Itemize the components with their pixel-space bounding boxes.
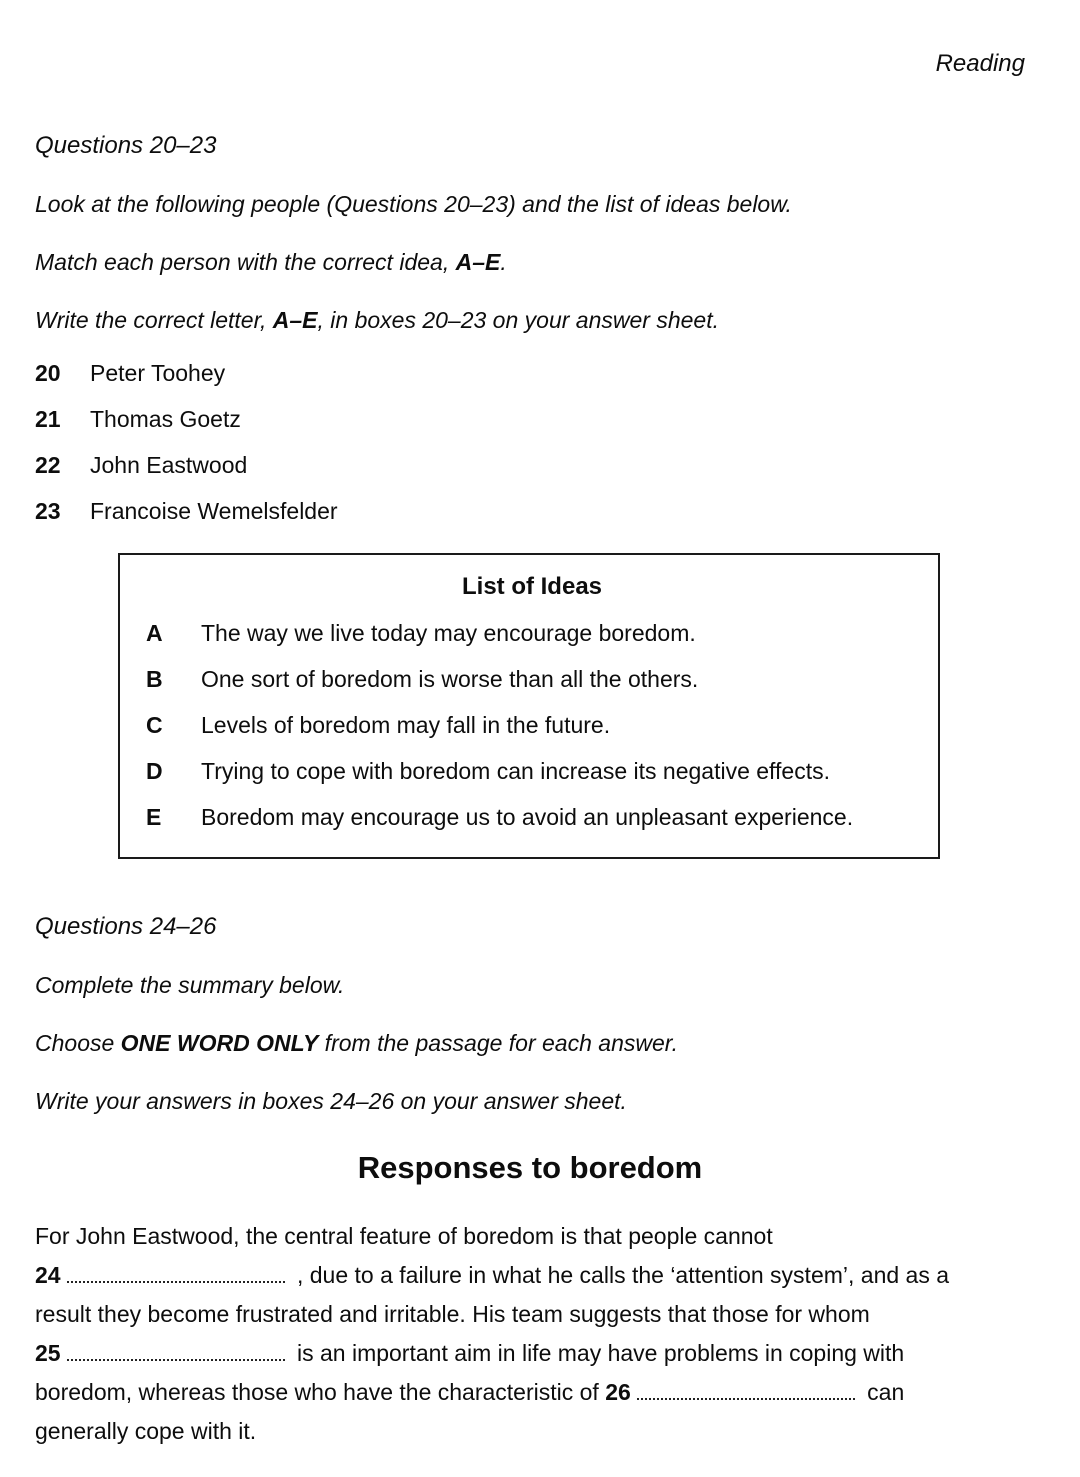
person-name: John Eastwood (90, 452, 248, 478)
instruction-write-answers: Write your answers in boxes 24–26 on your answer sheet. (35, 1088, 627, 1114)
questions-20-23-title: Questions 20–23 (35, 132, 217, 159)
idea-letter: E (146, 804, 162, 830)
idea-letter: A (146, 620, 163, 646)
idea-letter: B (146, 666, 163, 692)
summary-text: generally cope with it. (35, 1418, 257, 1444)
idea-row (146, 758, 918, 785)
idea-text: The way we live today may encourage boredom. (201, 620, 696, 646)
summary-text: For John Eastwood, the central feature of boredom is that people cannot (35, 1223, 773, 1249)
idea-row (146, 712, 918, 739)
instruction-write-letter (35, 306, 1025, 334)
instruction-complete-summary: Complete the summary below. (35, 972, 345, 998)
idea-text: Levels of boredom may fall in the future. (201, 712, 611, 738)
question-number: 23 (35, 498, 61, 524)
matching-section (35, 132, 1025, 859)
people-list (35, 360, 1025, 525)
summary-text: result they become frustrated and irritable. His team suggests that those for whom (35, 1301, 870, 1327)
summary-text: , due to a failure in what he calls the ‘attention system’, and as a (290, 1262, 950, 1288)
person-name: Francoise Wemelsfelder (90, 498, 338, 524)
idea-letter: D (146, 758, 163, 784)
person-name: Thomas Goetz (90, 406, 241, 432)
summary-title: Responses to boredom (357, 1150, 703, 1185)
instruction-one-word-only (35, 1029, 1025, 1057)
idea-text: Trying to cope with boredom can increase its negative effects. (201, 758, 830, 784)
person-name: Peter Toohey (90, 360, 226, 386)
answer-blank-24 (67, 1268, 285, 1283)
instruction-text: Write the correct letter, (35, 307, 273, 333)
instruction-match-person (35, 248, 1025, 276)
person-row (35, 406, 1025, 433)
instruction-text: , in boxes 20–23 on your answer sheet. (317, 307, 719, 333)
list-of-ideas-box (118, 553, 940, 859)
answer-blank-26 (637, 1385, 855, 1400)
questions-24-26-title: Questions 24–26 (35, 913, 217, 940)
idea-text: One sort of boredom is worse than all the others. (201, 666, 699, 692)
question-number: 20 (35, 360, 61, 386)
summary-text: boredom, whereas those who have the characteristic of (35, 1379, 606, 1405)
person-row (35, 498, 1025, 525)
instruction-text: from the passage for each answer. (318, 1030, 678, 1056)
letter-range: A–E (272, 307, 318, 333)
person-row (35, 452, 1025, 479)
section-label: Reading (935, 50, 1025, 77)
page-header (35, 50, 1025, 78)
person-row (35, 360, 1025, 387)
one-word-only-emphasis: ONE WORD ONLY (120, 1030, 319, 1056)
summary-paragraph (35, 1217, 1030, 1451)
instruction-look-at-people: Look at the following people (Questions 20–23) and the list of ideas below. (35, 191, 792, 217)
idea-row (146, 666, 918, 693)
instruction-text: . (500, 249, 507, 275)
answer-number-26: 26 (605, 1379, 631, 1405)
summary-section (35, 913, 1025, 1451)
idea-row (146, 620, 918, 647)
question-number: 22 (35, 452, 61, 478)
idea-row (146, 804, 918, 831)
letter-range: A–E (455, 249, 501, 275)
answer-blank-25 (67, 1346, 285, 1361)
idea-letter: C (146, 712, 163, 738)
instruction-text: Choose (35, 1030, 121, 1056)
summary-text: can (860, 1379, 905, 1405)
answer-number-24: 24 (35, 1262, 61, 1288)
question-number: 21 (35, 406, 61, 432)
summary-text: is an important aim in life may have problems in coping with (290, 1340, 905, 1366)
instruction-text: Match each person with the correct idea, (35, 249, 456, 275)
idea-text: Boredom may encourage us to avoid an unpleasant experience. (201, 804, 854, 830)
answer-number-25: 25 (35, 1340, 61, 1366)
list-of-ideas-title: List of Ideas (461, 573, 603, 600)
